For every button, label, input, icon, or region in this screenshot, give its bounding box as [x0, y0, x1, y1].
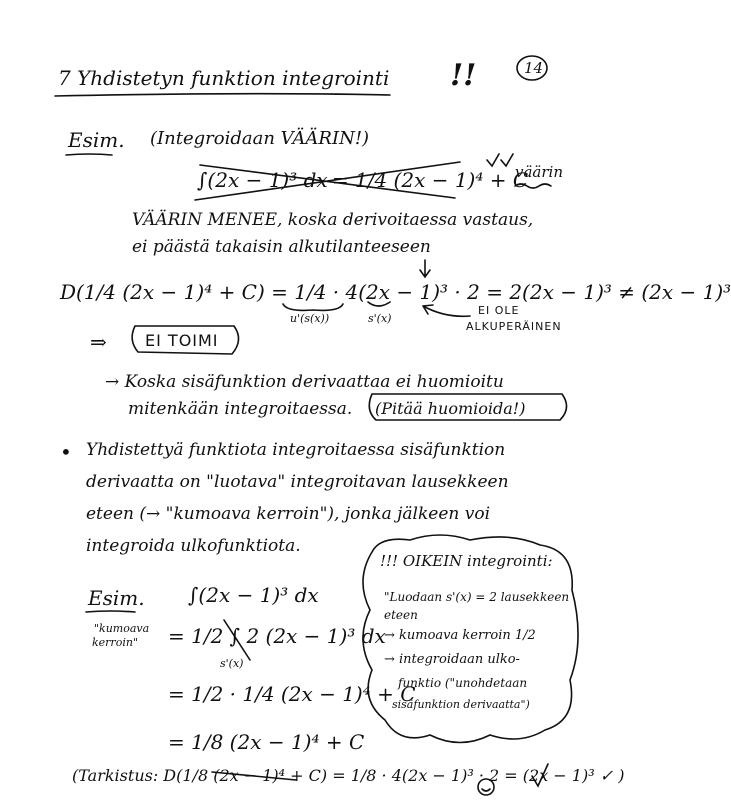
derivative-check: D(1/4 (2x − 1)⁴ + C) = 1/4 · 4(2x − 1)³ · 2 = 2(2x − 1)³ ≠ (2x − 1)³ — [60, 280, 731, 304]
kerroin-label-1: "kumoava — [94, 622, 150, 635]
callout-line-1: "Luodaan s'(x) = 2 lausekkeen — [384, 590, 570, 604]
reason-line-2: mitenkään integroitaessa. — [128, 399, 353, 419]
callout-line-2: eteen — [384, 608, 418, 622]
explanation-line-2: ei päästä takaisin alkutilanteeseen — [132, 237, 431, 257]
explanation-line-1: VÄÄRIN MENEE, koska derivoitaessa vastaus, — [132, 210, 534, 230]
esim2-underline — [86, 611, 135, 612]
arrow-down — [420, 260, 430, 277]
arrow-ei-ole — [423, 305, 470, 316]
example2-integral: ∫(2x − 1)³ dx — [188, 583, 319, 607]
reason-note: (Pitää huomioida!) — [375, 399, 526, 418]
example1-equals: = — [332, 168, 349, 192]
example1-integral: ∫(2x − 1)³ dx — [197, 168, 328, 192]
rule-line-1: Yhdistettyä funktiota integroitaessa sisäfunktion — [86, 440, 506, 460]
page-number: 14 — [524, 59, 544, 77]
title-exclamations: !! — [450, 58, 477, 93]
callout-line-4: → integroidaan ulko- — [384, 652, 520, 667]
callout-line-3: → kumoava kerroin 1/2 — [384, 628, 536, 643]
under-label-2: s'(x) — [368, 312, 392, 325]
page-title: 7 Yhdistetyn funktion integrointi — [58, 66, 390, 90]
callout-line-5: funktio ("unohdetaan — [398, 676, 528, 690]
rule-line-2: derivaatta on "luotava" integroitavan lausekkeen — [86, 472, 509, 492]
callout-line-6: sisäfunktion derivaatta") — [392, 698, 530, 711]
example2-step-3: = 1/8 (2x − 1)⁴ + C — [168, 730, 365, 754]
smiley-mouth — [482, 789, 490, 791]
rule-line-4: integroida ulkofunktiota. — [86, 536, 301, 556]
title-underline — [55, 94, 390, 96]
not-original-2: ALKUPERÄINEN — [466, 320, 562, 333]
rule-bullet: • — [60, 440, 72, 464]
example2-check: (Tarkistus: D(1/8 (2x − 1)⁴ + C) = 1/8 · 4(2x − 1)³ · 2 = (2x − 1)³ ✓ ) — [72, 766, 625, 785]
esim1-underline — [66, 154, 112, 155]
example1-result: 1/4 (2x − 1)⁴ + C — [355, 168, 529, 192]
example1-label: Esim. — [68, 128, 125, 152]
reason-line-1: → Koska sisäfunktion derivaattaa ei huomioitu — [105, 372, 504, 392]
ei-toimi-label: EI TOIMI — [145, 331, 219, 350]
kerroin-label-2: kerroin" — [92, 636, 138, 649]
step1-under-label: s'(x) — [220, 657, 244, 670]
not-original-1: EI OLE — [478, 304, 520, 317]
implies-arrow: ⇒ — [90, 330, 107, 354]
rule-line-3: eteen (→ "kumoava kerroin"), jonka jälkeen voi — [86, 504, 491, 524]
under-label-1: u'(s(x)) — [290, 312, 330, 325]
example2-label: Esim. — [88, 586, 145, 610]
wrong-tag: väärin — [515, 163, 563, 181]
example1-note: (Integroidaan VÄÄRIN!) — [150, 128, 370, 149]
check-marks — [487, 154, 513, 166]
callout-title: !!! OIKEIN integrointi: — [380, 552, 553, 570]
example2-step-1: = 1/2 ∫ 2 (2x − 1)³ dx — [168, 624, 386, 648]
underbrace-1 — [283, 304, 343, 310]
example2-step-2: = 1/2 · 1/4 (2x − 1)⁴ + C — [168, 682, 416, 706]
